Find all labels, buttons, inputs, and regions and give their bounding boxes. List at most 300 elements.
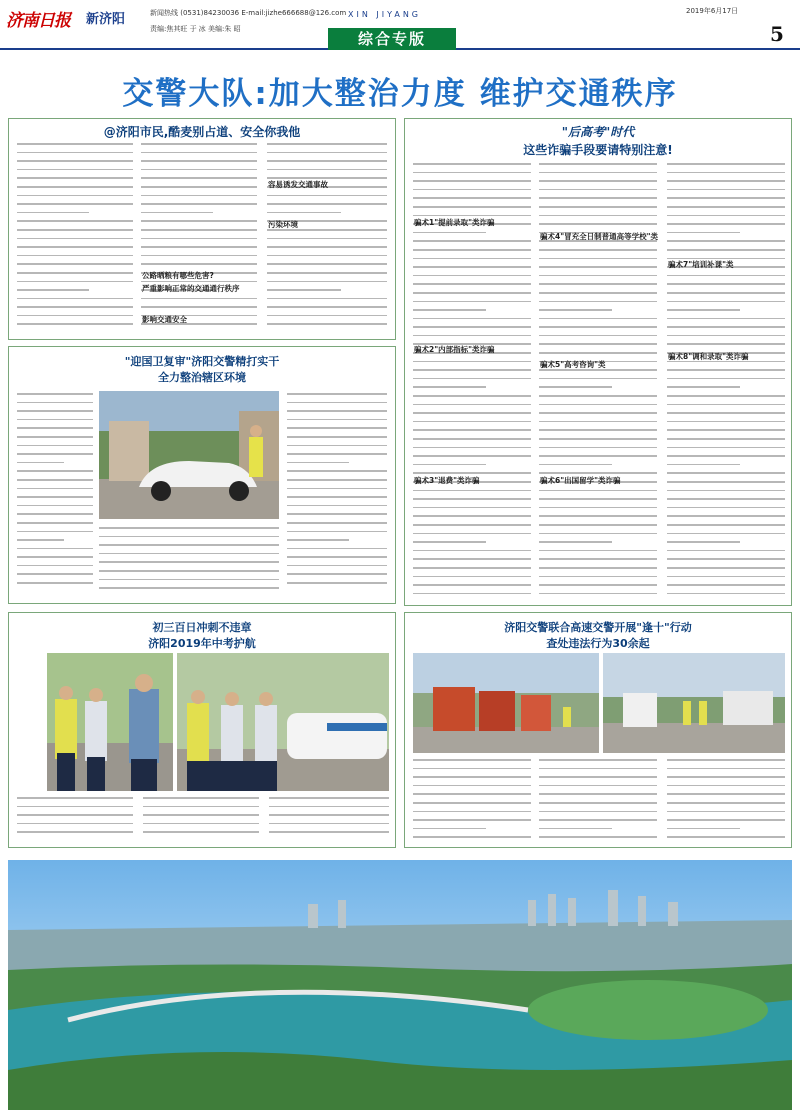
text-line bbox=[667, 309, 740, 311]
text-line bbox=[17, 281, 133, 283]
text-line bbox=[413, 266, 531, 268]
text-line bbox=[539, 828, 612, 830]
text-line bbox=[667, 163, 785, 165]
section-label: 综合专版 bbox=[328, 28, 456, 50]
text-line bbox=[17, 169, 133, 171]
text-line bbox=[287, 513, 387, 515]
text-line bbox=[667, 215, 785, 217]
text-line bbox=[539, 524, 657, 526]
text-line bbox=[667, 785, 785, 787]
text-line bbox=[667, 550, 785, 552]
text-line bbox=[667, 567, 785, 569]
text-line bbox=[17, 531, 93, 533]
text-line bbox=[267, 212, 341, 214]
text-line bbox=[413, 567, 531, 569]
text-line bbox=[539, 318, 657, 320]
text-line bbox=[667, 558, 785, 560]
text-line bbox=[667, 232, 740, 234]
text-line bbox=[539, 163, 657, 165]
text-line bbox=[413, 361, 531, 363]
text-line bbox=[539, 395, 657, 397]
text-line bbox=[667, 335, 785, 337]
text-line bbox=[539, 802, 657, 804]
text-line bbox=[413, 759, 531, 761]
text-line bbox=[667, 404, 785, 406]
text-line bbox=[413, 429, 531, 431]
text-line bbox=[539, 421, 657, 423]
text-line bbox=[539, 172, 657, 174]
text-line bbox=[539, 223, 657, 225]
text-line bbox=[99, 527, 279, 529]
text-line bbox=[287, 436, 387, 438]
text-line bbox=[413, 378, 531, 380]
text-line bbox=[539, 472, 657, 474]
text-line bbox=[539, 412, 657, 414]
article-body-col2 bbox=[99, 527, 279, 599]
text-line bbox=[539, 378, 657, 380]
text-line bbox=[267, 238, 387, 240]
text-line bbox=[141, 298, 257, 300]
text-line bbox=[413, 541, 486, 543]
text-line bbox=[99, 553, 279, 555]
text-line bbox=[17, 436, 93, 438]
text-line bbox=[141, 152, 257, 154]
text-line bbox=[17, 263, 133, 265]
text-line bbox=[17, 496, 93, 498]
article-body-col3 bbox=[667, 759, 785, 845]
text-line bbox=[667, 172, 785, 174]
text-line bbox=[17, 306, 133, 308]
text-line bbox=[413, 206, 531, 208]
text-line bbox=[17, 160, 133, 162]
text-line bbox=[539, 584, 657, 586]
text-line bbox=[667, 533, 785, 535]
text-line bbox=[17, 143, 133, 145]
text-line bbox=[269, 814, 389, 816]
text-line bbox=[667, 576, 785, 578]
text-line bbox=[539, 283, 657, 285]
text-line bbox=[17, 402, 93, 404]
text-line bbox=[667, 301, 785, 303]
article-body-col3 bbox=[667, 163, 785, 603]
text-line bbox=[17, 488, 93, 490]
text-line bbox=[667, 593, 785, 595]
text-line bbox=[267, 306, 387, 308]
text-line bbox=[287, 462, 349, 464]
text-line bbox=[269, 806, 389, 808]
text-line bbox=[99, 579, 279, 581]
article-highway-joint-action bbox=[404, 612, 792, 848]
text-line bbox=[539, 343, 657, 345]
text-line bbox=[667, 283, 785, 285]
article-title: 初三百日冲刺不违章 bbox=[152, 621, 252, 634]
text-line bbox=[17, 195, 133, 197]
article-road-drying bbox=[8, 118, 396, 340]
text-line bbox=[667, 819, 785, 821]
text-line bbox=[99, 561, 279, 563]
text-line bbox=[413, 335, 531, 337]
text-line bbox=[667, 292, 785, 294]
text-line bbox=[539, 180, 657, 182]
text-line bbox=[413, 275, 531, 277]
photo-police-officers-2 bbox=[177, 653, 389, 791]
section-pinyin: XIN JIYANG bbox=[348, 10, 422, 19]
text-line bbox=[267, 281, 387, 283]
text-line bbox=[287, 582, 387, 584]
text-line bbox=[413, 326, 531, 328]
text-line bbox=[539, 249, 657, 251]
text-line bbox=[17, 470, 93, 472]
text-line bbox=[17, 246, 133, 248]
article-title-line2: 全力整治辖区环境 bbox=[158, 371, 246, 384]
text-line bbox=[287, 548, 387, 550]
text-line bbox=[17, 272, 133, 274]
article-gaokao-scams bbox=[404, 118, 792, 606]
text-line bbox=[287, 505, 387, 507]
text-line bbox=[413, 524, 531, 526]
text-line bbox=[539, 533, 657, 535]
text-line bbox=[17, 814, 133, 816]
text-line bbox=[539, 447, 657, 449]
article-body-col1 bbox=[17, 393, 93, 599]
text-line bbox=[413, 455, 531, 457]
text-line bbox=[143, 831, 259, 833]
text-line bbox=[539, 793, 657, 795]
text-line bbox=[413, 498, 531, 500]
text-line bbox=[287, 427, 387, 429]
text-line bbox=[267, 272, 387, 274]
text-line bbox=[99, 536, 279, 538]
text-line bbox=[539, 429, 657, 431]
text-line bbox=[267, 169, 387, 171]
text-line bbox=[17, 556, 93, 558]
text-line bbox=[667, 369, 785, 371]
article-body-col1 bbox=[413, 163, 531, 603]
text-line bbox=[143, 797, 259, 799]
text-line bbox=[539, 335, 657, 337]
text-line bbox=[17, 289, 89, 291]
text-line bbox=[539, 206, 657, 208]
text-line bbox=[539, 197, 657, 199]
article-body-col1 bbox=[413, 759, 531, 845]
text-line bbox=[539, 258, 657, 260]
text-line bbox=[17, 565, 93, 567]
text-line bbox=[413, 584, 531, 586]
text-line bbox=[267, 160, 387, 162]
text-line bbox=[667, 189, 785, 191]
subhead: 骗术5"高考咨询"类 bbox=[540, 360, 606, 369]
text-line bbox=[539, 811, 657, 813]
text-line bbox=[413, 819, 531, 821]
text-line bbox=[667, 240, 785, 242]
text-line bbox=[413, 438, 531, 440]
text-line bbox=[17, 152, 133, 154]
text-line bbox=[141, 143, 257, 145]
text-line bbox=[539, 309, 612, 311]
text-line bbox=[413, 558, 531, 560]
text-line bbox=[667, 395, 785, 397]
text-line bbox=[539, 266, 657, 268]
text-line bbox=[17, 186, 133, 188]
text-line bbox=[413, 189, 531, 191]
text-line bbox=[17, 393, 93, 395]
text-line bbox=[267, 289, 341, 291]
hotline-text: 新闻热线 (0531)84230036 E-mail:jizhe666688@126.com bbox=[150, 9, 347, 17]
subhead: 骗术8"调和录取"类诈骗 bbox=[668, 352, 749, 361]
text-line bbox=[413, 447, 531, 449]
text-line bbox=[141, 238, 257, 240]
text-line bbox=[539, 498, 657, 500]
article-title-line2: 济阳2019年中考护航 bbox=[148, 637, 256, 650]
article-body-col2 bbox=[539, 163, 657, 603]
text-line bbox=[667, 759, 785, 761]
text-line bbox=[539, 759, 657, 761]
text-line bbox=[17, 582, 93, 584]
article-body-col1 bbox=[17, 797, 133, 845]
text-line bbox=[539, 464, 612, 466]
text-line bbox=[539, 438, 657, 440]
text-line bbox=[141, 169, 257, 171]
text-line bbox=[287, 479, 387, 481]
text-line bbox=[667, 584, 785, 586]
text-line bbox=[667, 438, 785, 440]
text-line bbox=[539, 515, 657, 517]
subhead: 骗术1"提前录取"类诈骗 bbox=[414, 218, 495, 227]
text-line bbox=[667, 223, 785, 225]
text-line bbox=[17, 410, 93, 412]
text-line bbox=[413, 793, 531, 795]
text-line bbox=[539, 567, 657, 569]
text-line bbox=[667, 541, 740, 543]
text-line bbox=[141, 195, 257, 197]
text-line bbox=[17, 220, 133, 222]
text-line bbox=[413, 802, 531, 804]
text-line bbox=[99, 570, 279, 572]
text-line bbox=[413, 369, 531, 371]
photo-city-panorama bbox=[8, 860, 792, 1110]
issue-date: 2019年6月17日 bbox=[686, 7, 739, 15]
text-line bbox=[141, 212, 213, 214]
text-line bbox=[17, 298, 133, 300]
text-line bbox=[539, 326, 657, 328]
article-title-line2: 查处违法行为30余起 bbox=[546, 637, 650, 650]
text-line bbox=[267, 255, 387, 257]
text-line bbox=[667, 481, 785, 483]
text-line bbox=[99, 587, 279, 589]
article-body-col3 bbox=[269, 797, 389, 845]
text-line bbox=[287, 539, 349, 541]
text-line bbox=[267, 323, 387, 325]
text-line bbox=[667, 776, 785, 778]
text-line bbox=[667, 318, 785, 320]
text-line bbox=[269, 831, 389, 833]
text-line bbox=[413, 785, 531, 787]
text-line bbox=[667, 275, 785, 277]
text-line bbox=[267, 195, 387, 197]
subhead: 严重影响正常的交通通行秩序 bbox=[142, 284, 240, 293]
text-line bbox=[539, 550, 657, 552]
text-line bbox=[667, 197, 785, 199]
text-line bbox=[413, 172, 531, 174]
text-line bbox=[539, 819, 657, 821]
text-line bbox=[539, 593, 657, 595]
photo-police-checkpoint bbox=[603, 653, 785, 753]
text-line bbox=[539, 558, 657, 560]
text-line bbox=[17, 445, 93, 447]
text-line bbox=[667, 490, 785, 492]
text-line bbox=[17, 479, 93, 481]
text-line bbox=[667, 447, 785, 449]
text-line bbox=[267, 152, 387, 154]
text-line bbox=[17, 505, 93, 507]
text-line bbox=[539, 507, 657, 509]
text-line bbox=[413, 533, 531, 535]
article-body-col3 bbox=[287, 393, 387, 599]
text-line bbox=[141, 246, 257, 248]
text-line bbox=[17, 797, 133, 799]
masthead bbox=[0, 0, 800, 50]
text-line bbox=[141, 220, 257, 222]
editors-text: 责编:焦其旺 于 冰 美编:朱 昭 bbox=[150, 25, 241, 33]
text-line bbox=[267, 203, 387, 205]
text-line bbox=[413, 197, 531, 199]
text-line bbox=[413, 421, 531, 423]
subhead: 容易诱发交通事故 bbox=[268, 180, 328, 189]
text-line bbox=[141, 229, 257, 231]
text-line bbox=[17, 831, 133, 833]
text-line bbox=[413, 515, 531, 517]
text-line bbox=[539, 292, 657, 294]
text-line bbox=[17, 573, 93, 575]
text-line bbox=[413, 215, 531, 217]
text-line bbox=[287, 402, 387, 404]
text-line bbox=[539, 836, 657, 838]
text-line bbox=[539, 776, 657, 778]
text-line bbox=[667, 498, 785, 500]
text-line bbox=[269, 797, 389, 799]
text-line bbox=[287, 419, 387, 421]
text-line bbox=[287, 453, 387, 455]
text-line bbox=[267, 315, 387, 317]
text-line bbox=[413, 576, 531, 578]
text-line bbox=[667, 386, 740, 388]
text-line bbox=[413, 318, 531, 320]
text-line bbox=[287, 488, 387, 490]
text-line bbox=[287, 573, 387, 575]
text-line bbox=[17, 453, 93, 455]
article-body-col2 bbox=[539, 759, 657, 845]
subhead: 骗术4"冒充全日制普通高等学校"类 bbox=[540, 232, 659, 241]
text-line bbox=[17, 522, 93, 524]
article-zhongkao-escort bbox=[8, 612, 396, 848]
text-line bbox=[413, 180, 531, 182]
article-subtitle: 这些诈骗手段要请特别注意! bbox=[523, 143, 673, 157]
text-line bbox=[17, 513, 93, 515]
text-line bbox=[667, 326, 785, 328]
text-line bbox=[287, 496, 387, 498]
text-line bbox=[413, 309, 486, 311]
subhead: 公路晒粮有哪些危害? bbox=[142, 271, 214, 280]
edition-name: 新济阳 bbox=[86, 12, 126, 27]
newspaper-logo: 济南日报 bbox=[6, 11, 70, 31]
text-line bbox=[17, 427, 93, 429]
subhead: 影响交通安全 bbox=[142, 315, 187, 324]
text-line bbox=[539, 455, 657, 457]
text-line bbox=[667, 455, 785, 457]
text-line bbox=[267, 246, 387, 248]
text-line bbox=[141, 263, 257, 265]
text-line bbox=[267, 263, 387, 265]
text-line bbox=[667, 811, 785, 813]
text-line bbox=[539, 576, 657, 578]
text-line bbox=[287, 522, 387, 524]
text-line bbox=[667, 464, 740, 466]
text-line bbox=[667, 793, 785, 795]
text-line bbox=[287, 565, 387, 567]
article-body-col2 bbox=[143, 797, 259, 845]
text-line bbox=[667, 180, 785, 182]
text-line bbox=[141, 160, 257, 162]
text-line bbox=[667, 378, 785, 380]
text-line bbox=[17, 177, 133, 179]
text-line bbox=[267, 298, 387, 300]
text-line bbox=[539, 541, 612, 543]
text-line bbox=[17, 212, 89, 214]
text-line bbox=[413, 811, 531, 813]
subhead: 骗术3"退费"类诈骗 bbox=[414, 476, 480, 485]
text-line bbox=[17, 823, 133, 825]
article-title: "后高考"时代 bbox=[561, 125, 635, 139]
text-line bbox=[413, 828, 486, 830]
photo-police-officers-1 bbox=[47, 653, 173, 791]
text-line bbox=[141, 177, 257, 179]
text-line bbox=[17, 462, 64, 464]
text-line bbox=[141, 186, 257, 188]
subhead: 骗术7"培训补课"类 bbox=[668, 260, 734, 269]
text-line bbox=[17, 229, 133, 231]
text-line bbox=[413, 283, 531, 285]
text-line bbox=[413, 776, 531, 778]
text-line bbox=[143, 814, 259, 816]
text-line bbox=[413, 507, 531, 509]
text-line bbox=[287, 470, 387, 472]
text-line bbox=[17, 315, 133, 317]
text-line bbox=[539, 275, 657, 277]
article-national-health-review bbox=[8, 346, 396, 604]
text-line bbox=[539, 215, 657, 217]
text-line bbox=[667, 515, 785, 517]
text-line bbox=[143, 806, 259, 808]
text-line bbox=[413, 301, 531, 303]
text-line bbox=[413, 593, 531, 595]
text-line bbox=[413, 836, 531, 838]
text-line bbox=[667, 249, 785, 251]
text-line bbox=[413, 550, 531, 552]
text-line bbox=[287, 531, 387, 533]
text-line bbox=[413, 163, 531, 165]
article-title: 济阳交警联合高速交警开展"逢十"行动 bbox=[504, 621, 692, 634]
text-line bbox=[17, 323, 133, 325]
text-line bbox=[413, 395, 531, 397]
article-title: "迎国卫复审"济阳交警精打实干 bbox=[124, 355, 280, 368]
text-line bbox=[413, 490, 531, 492]
text-line bbox=[99, 544, 279, 546]
text-line bbox=[539, 490, 657, 492]
text-line bbox=[287, 393, 387, 395]
text-line bbox=[17, 539, 64, 541]
text-line bbox=[667, 421, 785, 423]
text-line bbox=[287, 410, 387, 412]
